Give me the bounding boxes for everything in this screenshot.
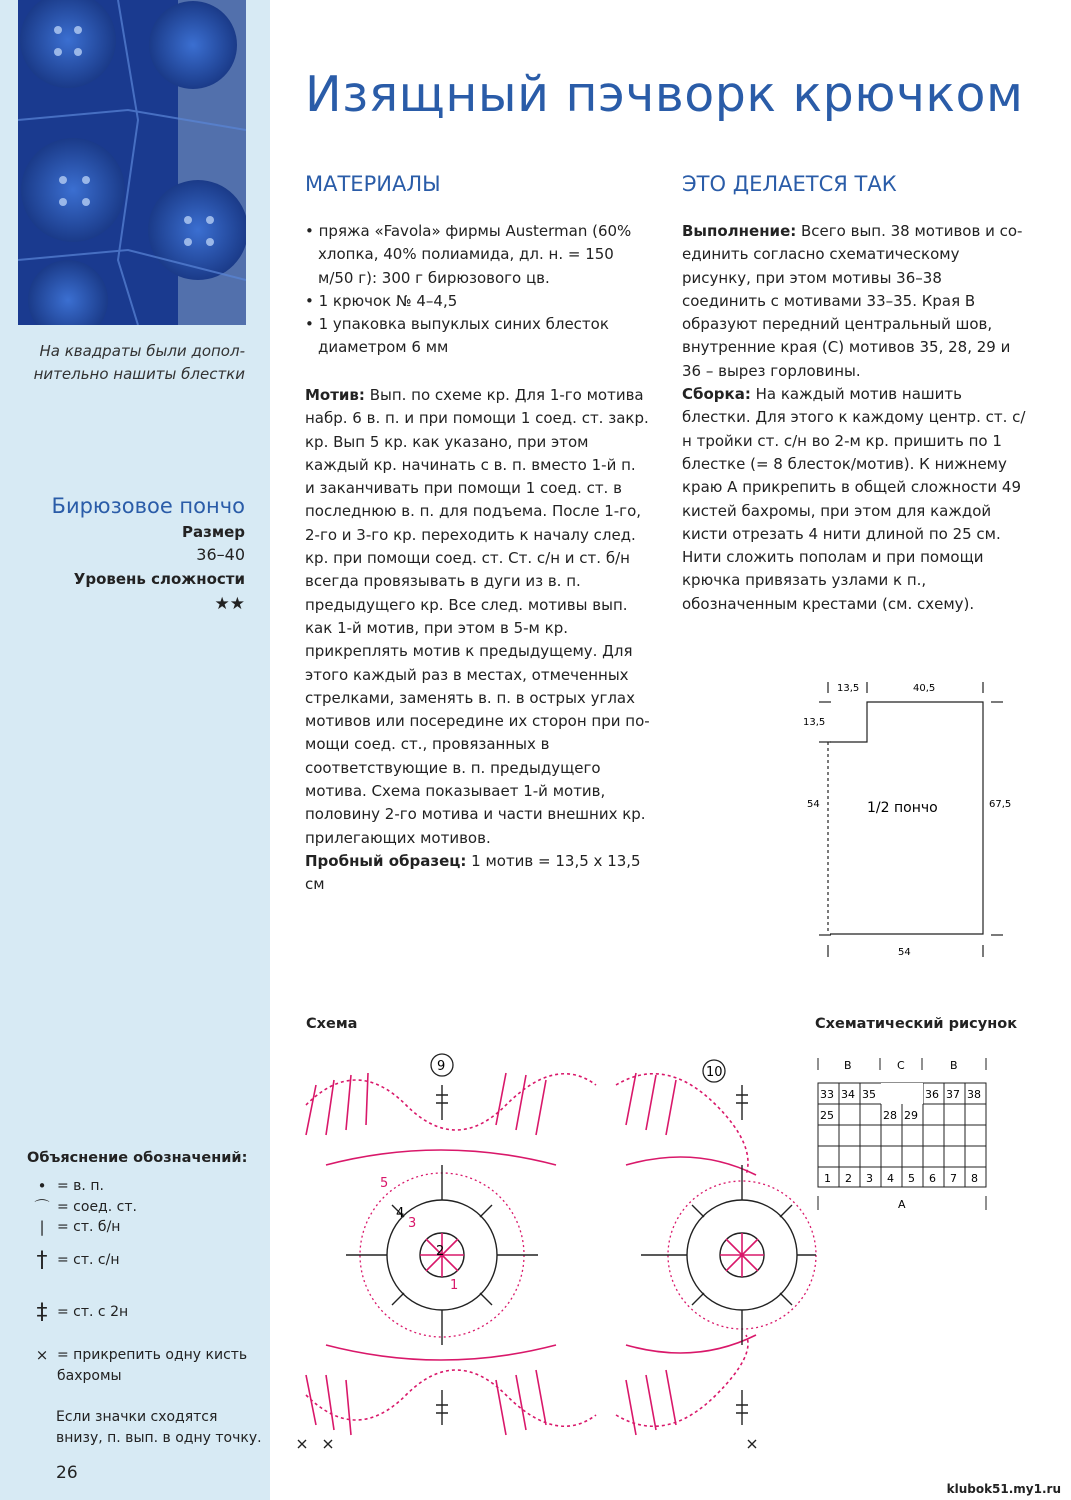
dim-top-right: 40,5 xyxy=(913,683,936,694)
legend-item-dc xyxy=(27,1250,120,1271)
cell: 2 xyxy=(845,1172,852,1185)
cell: 7 xyxy=(950,1172,957,1185)
round-4-label: 4 xyxy=(396,1206,405,1221)
round-5-label: 5 xyxy=(380,1176,389,1191)
cell: 5 xyxy=(908,1172,915,1185)
legend-item-sc xyxy=(27,1217,120,1238)
cell: 28 xyxy=(883,1109,897,1122)
legend-text: = соед. ст. xyxy=(57,1199,137,1215)
execution-label: Выполнение: xyxy=(682,222,797,240)
cell: 38 xyxy=(967,1088,981,1101)
materials-list xyxy=(305,220,645,360)
legend-text: = в. п. xyxy=(57,1178,104,1194)
legend-text: = ст. б/н xyxy=(57,1219,121,1235)
cell: 36 xyxy=(925,1088,939,1101)
double-crochet-icon: † xyxy=(36,1248,48,1273)
material-item: • 1 крючок № 4–4,5 xyxy=(305,291,458,310)
legend-item-chain xyxy=(27,1176,104,1197)
crochet-schema xyxy=(296,1045,826,1460)
legend-title: Объяснение обозначений: xyxy=(27,1150,248,1166)
size-value: 36–40 xyxy=(196,545,245,564)
level-label: Уровень сложности xyxy=(73,570,245,588)
round-2-label: 2 xyxy=(436,1244,445,1259)
project-name: Бирюзовое пончо xyxy=(51,494,245,518)
treble-crochet-icon: ‡ xyxy=(36,1300,48,1325)
sample-label: Пробный образец: xyxy=(305,851,467,870)
cell: 3 xyxy=(866,1172,873,1185)
cross-icon: × xyxy=(35,1346,49,1364)
legend-item-fringe xyxy=(27,1345,262,1387)
dim-right: 67,5 xyxy=(989,799,1012,810)
assembly-diagram-title: Схематический рисунок xyxy=(815,1016,1018,1032)
howto-heading: ЭТО ДЕЛАЕТСЯ ТАК xyxy=(682,172,897,196)
dim-left-lower: 54 xyxy=(807,799,820,810)
assembly-text: На каждый мотив нашить блестки. Для этого к каждому центр. ст. с/н тройки ст. с/н во 2-м кр. пришить по 1 блестке (= 8 блесток/мотив). К нижнему краю А прикрепить в общей сложности 49 кистей бахромы, при этом для каждой кисти отрезать 4 нити длиной по 25 см. Нити сложить пополам и при помощи крючка привязать узлами к п., обозначенным крестами (см. схему). xyxy=(682,385,1026,613)
cell: 6 xyxy=(929,1172,936,1185)
photo-caption: На квадраты были дополнительно нашиты блестки xyxy=(33,342,245,383)
schema-title: Схема xyxy=(306,1016,358,1032)
material-item: • 1 упаковка выпуклых синих блесток диаметром 6 мм xyxy=(305,315,609,357)
slip-stitch-icon: ⌒ xyxy=(34,1198,50,1216)
cell: 1 xyxy=(824,1172,831,1185)
cell: 25 xyxy=(820,1109,834,1122)
pattern-center-label: 1/2 пончо xyxy=(867,800,938,816)
legend-note: Если значки сходятся внизу, п. вып. в одну точку. xyxy=(56,1409,262,1446)
edge-a: A xyxy=(898,1198,906,1211)
cell: 29 xyxy=(904,1109,918,1122)
page-number: 26 xyxy=(56,1463,78,1483)
cell: 8 xyxy=(971,1172,978,1185)
watermark: klubok51.my1.ru xyxy=(946,1482,1061,1496)
motif-instructions xyxy=(305,384,650,897)
sample-text: 1 мотив = 13,5 х 13,5 см xyxy=(305,851,641,894)
size-label: Размер xyxy=(181,523,245,541)
round-1-label: 1 xyxy=(450,1278,459,1293)
dim-top-left: 13,5 xyxy=(837,683,860,694)
edge-c: C xyxy=(897,1059,905,1072)
motif-text: Вып. по схеме кр. Для 1-го мотива набр. 6 в. п. и при помощи 1 соед. ст. закр. кр. Вып 5 кр. как указано, при этом каждый кр. начинать с в. п. вместо 1-й п. и заканчивать при помощи 1 соед. ст. в последнюю в. п. для подъема. После 1-го, 2-го и 3-го кр. переходить к началу след. кр. при помощи соед. ст. Ст. с/н и ст. б/н всегда провязывать в дуги из в. п. предыдущего кр. Все след. мотивы вып. как 1-й мотив, при этом в 5-м кр. прикреплять мотив к предыдущему. Для этого каждый раз в местах, отмеченных стрелками, заменять в. п. в острых углах мотивов или посередине их сторон при помощи соед. ст., провязанных в соответствующие в. п. предыдущего мотива. Схема показывает 1-й мотив, половину 2-го мотива и части внешних кр. прилегающих мотивов. xyxy=(305,386,650,847)
chain-symbol-icon: • xyxy=(37,1177,47,1195)
legend-item-tr xyxy=(27,1302,128,1323)
howto-text xyxy=(682,220,1027,616)
execution-text: Всего вып. 38 мотивов и соединить согласно схематическому рисунку, при этом мотивы 36–38 соединить с мотивами 33–35. Края B образуют передний центральный шов, внутренние края (C) мотивов 35, 28, 29 и 36 – вырез горловины. xyxy=(682,222,1023,380)
crochet-photo xyxy=(18,0,246,325)
single-crochet-icon: | xyxy=(39,1218,45,1236)
cell: 4 xyxy=(887,1172,894,1185)
motif-label: Мотив: xyxy=(305,386,365,404)
motif-10-label: 10 xyxy=(706,1065,723,1080)
cell: 37 xyxy=(946,1088,960,1101)
pattern-diagram xyxy=(795,675,1025,965)
dim-left-upper: 13,5 xyxy=(803,717,826,728)
page-title: Изящный пэчворк крючком xyxy=(305,66,1024,123)
legend-text: = прикрепить одну кисть бахромы xyxy=(57,1347,248,1384)
cell: 33 xyxy=(820,1088,834,1101)
crochet-photo-image xyxy=(18,0,246,325)
legend-item-slip xyxy=(27,1197,137,1218)
cell: 34 xyxy=(841,1088,855,1101)
edge-b-right: B xyxy=(950,1059,958,1072)
assembly-diagram xyxy=(812,1052,992,1217)
round-3-label: 3 xyxy=(408,1216,417,1231)
legend-text: = ст. с 2н xyxy=(57,1304,129,1320)
assembly-label: Сборка: xyxy=(682,385,751,404)
material-item: • пряжа «Favola» фирмы Austerman (60% хлопка, 40% полиамида, дл. н. = 150 м/50 г): 300 г бирюзового цв. xyxy=(305,222,632,287)
motif-9-label: 9 xyxy=(437,1059,446,1074)
materials-heading: МАТЕРИАЛЫ xyxy=(305,172,441,196)
legend-text: = ст. с/н xyxy=(57,1252,120,1268)
dim-bottom: 54 xyxy=(898,947,911,958)
edge-b-left: B xyxy=(844,1059,852,1072)
level-stars: ★★ xyxy=(214,594,245,614)
cell: 35 xyxy=(862,1088,876,1101)
